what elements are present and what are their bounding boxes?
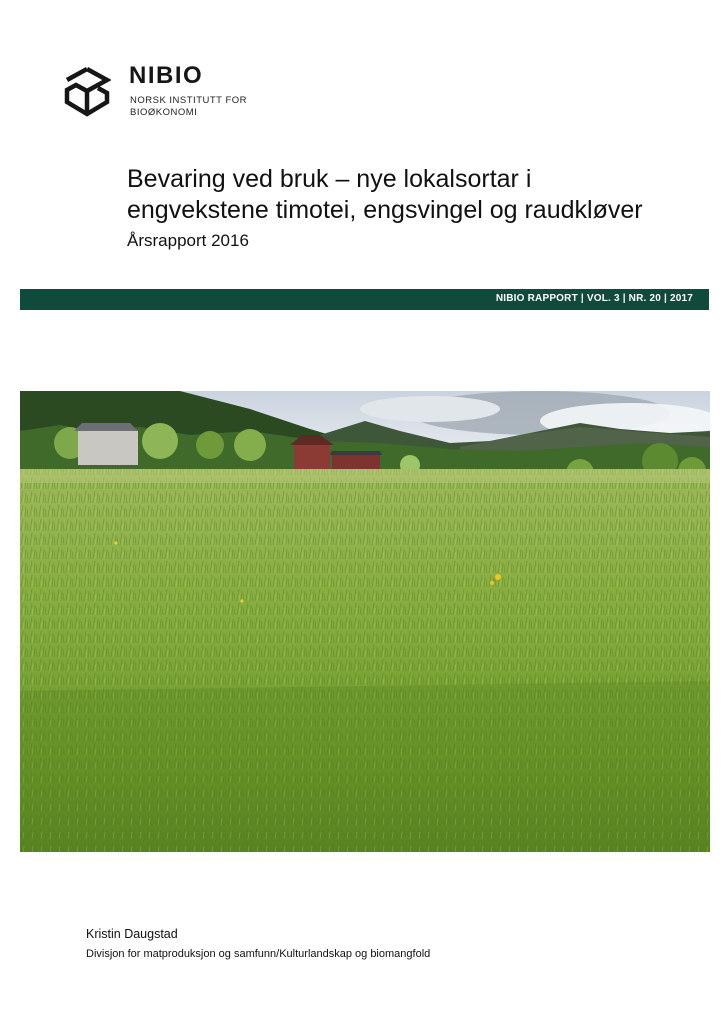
report-info-band <box>20 289 709 310</box>
report-title-line1: Bevaring ved bruk – nye lokalsortar i <box>127 165 532 193</box>
logo-subtitle-line1: NORSK INSTITUTT FOR <box>130 95 247 106</box>
nibio-logo-icon <box>63 66 111 118</box>
logo-subtitle <box>130 95 247 119</box>
logo-subtitle-line2: BIOØKONOMI <box>130 107 198 118</box>
meadow-landscape-photo <box>20 391 710 852</box>
report-title <box>127 164 707 226</box>
logo-name: NIBIO <box>129 62 204 89</box>
report-subtitle: Årsrapport 2016 <box>127 231 249 250</box>
report-title-line2: engvekstene timotei, engsvingel og raudkløver <box>127 196 643 224</box>
report-info-text: NIBIO RAPPORT | VOL. 3 | NR. 20 | 2017 <box>495 293 693 304</box>
author-division: Divisjon for matproduksjon og samfunn/Kulturlandskap og biomangfold <box>86 948 431 960</box>
nibio-logo <box>63 64 253 124</box>
author-name: Kristin Daugstad <box>86 927 178 941</box>
